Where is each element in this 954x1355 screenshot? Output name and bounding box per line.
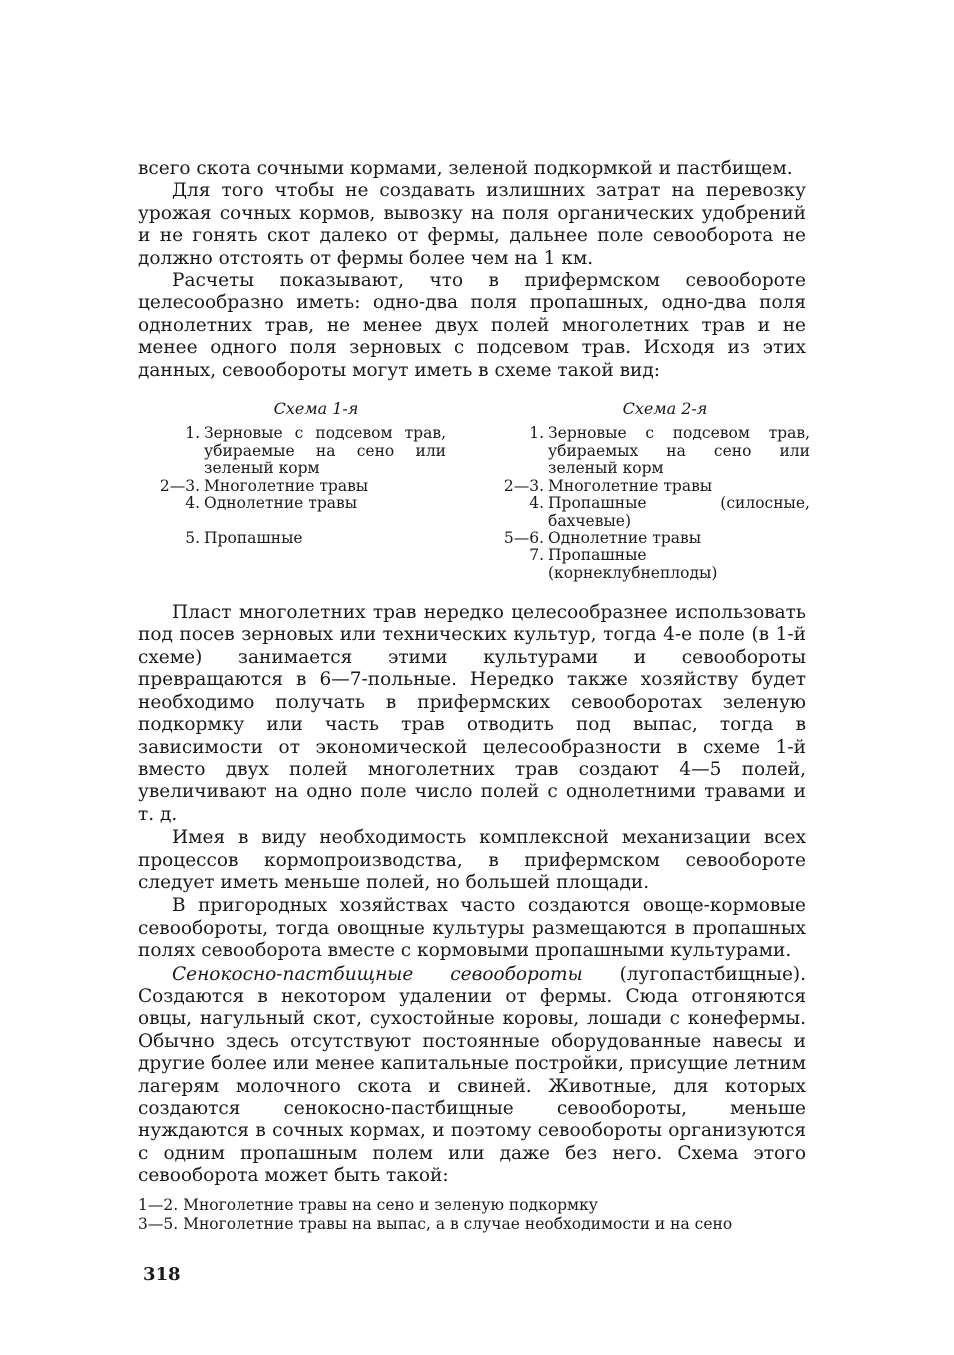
page-body	[138, 158, 810, 1234]
scheme-2-item-number: 4.	[529, 494, 544, 513]
scheme-1-item-text: Многолетние травы	[204, 476, 369, 495]
paragraph-1: всего скота сочными кормами, зеленой подкормкой и пастбищем.	[138, 158, 793, 179]
scheme-2-item	[490, 530, 810, 547]
scheme-1-item-text: Однолетние травы	[204, 494, 358, 513]
scheme-2-item-text: Однолетние травы	[548, 528, 702, 547]
schemes-block	[138, 399, 810, 596]
scheme-1-item	[146, 478, 446, 495]
scheme-1	[146, 400, 446, 547]
italic-term: Сенокосно-пастбищные севообороты	[172, 963, 583, 985]
scheme-2-item-number: 7.	[529, 546, 544, 565]
rotation-scheme-item: 3—5. Многолетние травы на выпас, а в случае необходимости и на сено	[138, 1214, 733, 1233]
rotation-scheme-list	[138, 1196, 806, 1234]
scheme-1-item-text: Зерновые с подсевом трав, убираемые на сено или зеленый корм	[204, 424, 446, 478]
scheme-2-item-number: 2—3.	[503, 476, 544, 495]
paragraph-2: Для того чтобы не создавать излишних затрат на перевозку урожая сочных кормов, вывозку на поля органических удобрений и не гонять скот далеко от фермы, дальнее поле севооборота не должно отстоять от фермы более чем на 1 км.	[138, 180, 806, 269]
scheme-1-item	[146, 495, 446, 512]
scheme-2-item-text: Пропашные (корнеклубнеплоды)	[548, 546, 718, 582]
paragraph-5: Имея в виду необходимость комплексной механизации всех процессов кормопроизводства, в прифермском севообороте следует иметь меньше полей, но большей площади.	[138, 827, 806, 893]
scheme-1-item-number: 5.	[185, 528, 200, 547]
scheme-2-item	[490, 478, 810, 495]
scheme-2-item	[490, 425, 810, 477]
scheme-2-item	[490, 495, 810, 530]
scheme-1-item-number: 4.	[185, 494, 200, 513]
scheme-1-item-number: 2—3.	[159, 476, 200, 495]
scheme-2-item-text: Пропашные (силосные, бахчевые)	[548, 494, 810, 530]
paragraph-4: Пласт многолетних трав нередко целесообразнее использовать под посев зерновых или технических культур, тогда 4-е поле (в 1-й схеме) занимается этими культурами и севообороты превращаются в 6—7-польные. Нередко также хозяйству будет необходимо получать в прифермских севооборотах зеленую подкормку или часть трав отводить под выпас, тогда в зависимости от экономической целесообразности в схеме 1-й вместо двух полей многолетних трав создают 4—5 полей, увеличивают на одно поле число полей с однолетними травами и т. д.	[138, 602, 806, 825]
scheme-1-item	[146, 530, 446, 547]
scheme-1-title: Схема 1-я	[273, 399, 359, 419]
scheme-2-title: Схема 2-я	[622, 399, 708, 419]
paragraph-7-text: (лугопастбищные). Создаются в некотором удалении от фермы. Сюда отгоняются овцы, нагульный скот, сухостойные коровы, лошади с конефермы. Обычно здесь отсутствуют постоянные оборудованные навесы и другие более или менее капитальные постройки, присущие летним лагерям молочного скота и свиней. Животные, для которых создаются сенокосно-пастбищные севообороты, меньше нуждаются в сочных кормах, и поэтому севообороты организуются с одним пропашным полем или даже без него. Схема этого севооборота может быть такой:	[138, 963, 806, 1187]
rotation-scheme-item: 1—2. Многолетние травы на сено и зеленую подкормку	[138, 1195, 598, 1214]
scheme-2-item	[490, 547, 810, 582]
page-number: 318	[143, 1264, 181, 1285]
scheme-1-item-number: 1.	[185, 424, 200, 443]
scheme-2-item-text: Многолетние травы	[548, 476, 713, 495]
scheme-2	[490, 400, 810, 582]
paragraph-3: Расчеты показывают, что в прифермском севообороте целесообразно иметь: одно-два поля пропашных, одно-два поля однолетних трав, не менее двух полей многолетних трав и не менее одного поля зерновых с подсевом трав. Исходя из этих данных, севообороты могут иметь в схеме такой вид:	[138, 270, 806, 381]
scheme-1-item-text: Пропашные	[204, 528, 303, 547]
paragraph-7	[138, 964, 806, 1188]
scheme-2-item-number: 5—6.	[503, 528, 544, 547]
scheme-2-item-number: 1.	[529, 424, 544, 443]
paragraph-6: В пригородных хозяйствах часто создаются овоще-кормовые севообороты, тогда овощные культуры размещаются в пропашных полях севооборота вместе с кормовыми пропашными культурами.	[138, 895, 806, 962]
scheme-1-item	[146, 425, 446, 477]
scheme-2-item-text: Зерновые с подсевом трав, убираемых на сено или зеленый корм	[548, 424, 810, 478]
